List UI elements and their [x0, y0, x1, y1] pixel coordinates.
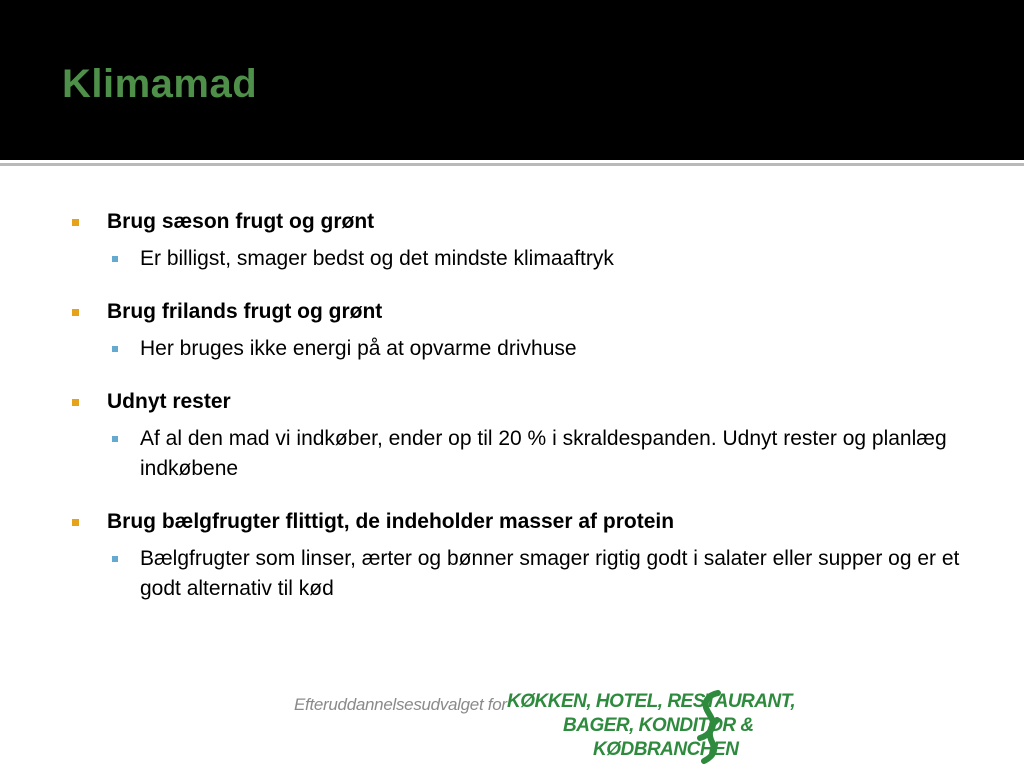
square-bullet-icon — [72, 399, 79, 406]
logo-line-2: BAGER, KONDITOR & — [563, 715, 754, 736]
square-bullet-icon — [72, 309, 79, 316]
bullet-item — [0, 297, 1024, 364]
title-divider — [0, 162, 1024, 167]
bullet-item — [0, 387, 1024, 484]
logo-line-1: KØKKEN, HOTEL, RESTAURANT, — [507, 691, 796, 712]
square-sub-bullet-icon — [112, 436, 118, 442]
bullet-heading — [0, 507, 1024, 537]
bullet-item — [0, 507, 1024, 604]
bullet-text: Brug frilands frugt og grønt — [107, 300, 383, 323]
sub-bullet — [0, 544, 1024, 604]
bullet-heading — [0, 207, 1024, 237]
s-swoosh-icon — [694, 690, 724, 764]
square-bullet-icon — [72, 219, 79, 226]
sub-bullet-text: Her bruges ikke energi på at opvarme drivhuse — [140, 337, 577, 360]
square-sub-bullet-icon — [112, 556, 118, 562]
bullet-text: Brug bælgfrugter flittigt, de indeholder masser af protein — [107, 510, 675, 533]
square-bullet-icon — [72, 519, 79, 526]
sub-bullet-text: Bælgfrugter som linser, ærter og bønner smager rigtig godt i salater eller supper og er et godt alternativ til kød — [140, 547, 960, 600]
square-sub-bullet-icon — [112, 256, 118, 262]
sub-bullet — [0, 334, 1024, 364]
bullet-text: Brug sæson frugt og grønt — [107, 210, 375, 233]
bullet-list — [0, 207, 1024, 627]
sub-bullet — [0, 244, 1024, 274]
bullet-heading — [0, 297, 1024, 327]
organization-logo — [290, 684, 796, 766]
slide-title: Klimamad — [62, 62, 258, 106]
square-sub-bullet-icon — [112, 346, 118, 352]
logo-prefix-text: Efteruddannelsesudvalget for — [294, 695, 507, 714]
bullet-heading — [0, 387, 1024, 417]
sub-bullet — [0, 424, 1024, 484]
sub-bullet-text: Af al den mad vi indkøber, ender op til 20 % i skraldespanden. Udnyt rester og planlæg indkøbene — [140, 427, 947, 480]
bullet-text: Udnyt rester — [107, 390, 231, 413]
logo-line-3: KØDBRANCHEN — [593, 739, 739, 760]
title-band — [0, 0, 1024, 160]
sub-bullet-text: Er billigst, smager bedst og det mindste klimaaftryk — [140, 247, 614, 270]
bullet-item — [0, 207, 1024, 274]
